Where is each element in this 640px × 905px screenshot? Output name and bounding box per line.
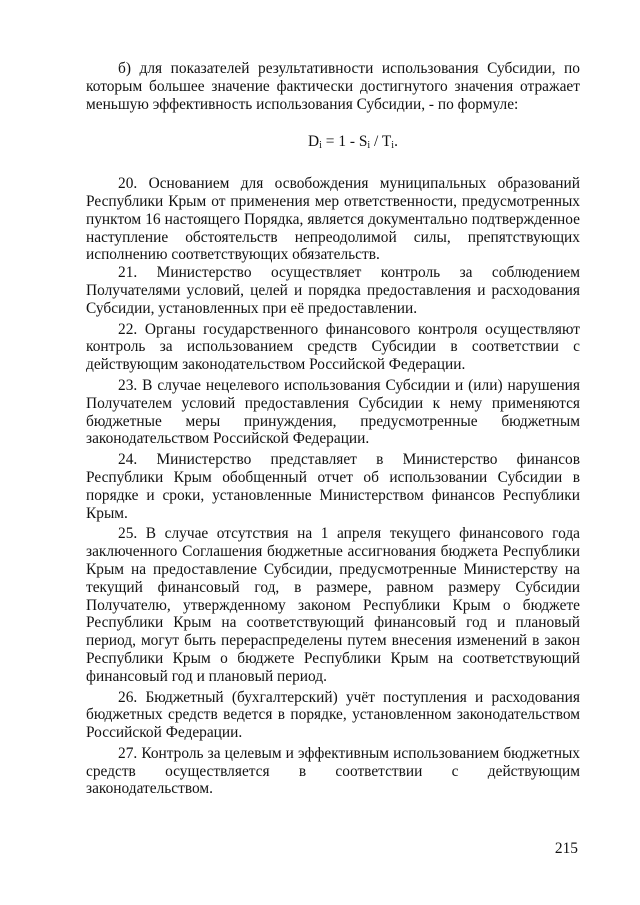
paragraph-27: 27. Контроль за целевым и эффективным использованием бюджетных средств осуществляется в соответствии с действующим законодательством. [86,744,580,798]
formula-eq: = 1 - S [321,133,368,151]
formula-lhs: D [308,133,320,151]
formula-s-sub: i [367,140,371,152]
paragraph-22: 22. Органы государственного финансового контроля осуществляют контроль за использованием средств Субсидии в соответствии с действующим законодательством Российской Федерации. [86,320,580,374]
paragraph-b: б) для показателей результативности использования Субсидии, по которым большее значение фактически достигнутого значения отражает меньшую эффективность использования Субсидии, - по формуле: [86,60,580,113]
paragraph-24: 24. Министерство представляет в Министерство финансов Республики Крым обобщенный отчет об использовании Субсидии в порядке и сроки, установленные Министерством финансов Республики Крым. [86,451,580,522]
paragraph-20: 20. Основанием для освобождения муниципальных образований Республики Крым от применения мер ответственности, предусмотренных пунктом 16 настоящего Порядка, является документально подтвержденное наступление обстоятельств непреодолимой силы, препятствующих исполнению соответствующих обязательств. [86,175,580,264]
formula-div: / T [370,133,392,151]
document-body [86,60,580,798]
formula-t-sub: i [391,140,395,152]
formula-end: . [394,133,398,151]
paragraph-25: 25. В случае отсутствия на 1 апреля текущего финансового года заключенного Соглашения бюджетные ассигнования бюджета Республики Крым на предоставление Субсидии, предусмотренные Министерству на текущий финансовый год, в размере, равном размеру Субсидии Получателю, утвержденному законом Республики Крым о бюджете Республики Крым на соответствующий финансовый год и плановый период, могут быть перераспределены путем внесения изменений в закон Республики Крым о бюджете Республики Крым на соответствующий финансовый год и плановый период. [86,525,580,685]
formula [86,133,580,155]
paragraph-26: 26. Бюджетный (бухгалтерский) учёт поступления и расходования бюджетных средств ведется в порядке, установленном законодательством Российской Федерации. [86,688,580,742]
formula-lhs-sub: i [319,140,322,152]
paragraph-21: 21. Министерство осуществляет контроль за соблюдением Получателями условий, целей и порядка предоставления и расходования Субсидии, установленных при её предоставлении. [86,264,580,317]
page-number: 215 [554,840,578,857]
paragraph-23: 23. В случае нецелевого использования Субсидии и (или) нарушения Получателем условий предоставления Субсидии к нему применяются бюджетные меры принуждения, предусмотренные бюджетным законодательством Российской Федерации. [86,376,580,448]
